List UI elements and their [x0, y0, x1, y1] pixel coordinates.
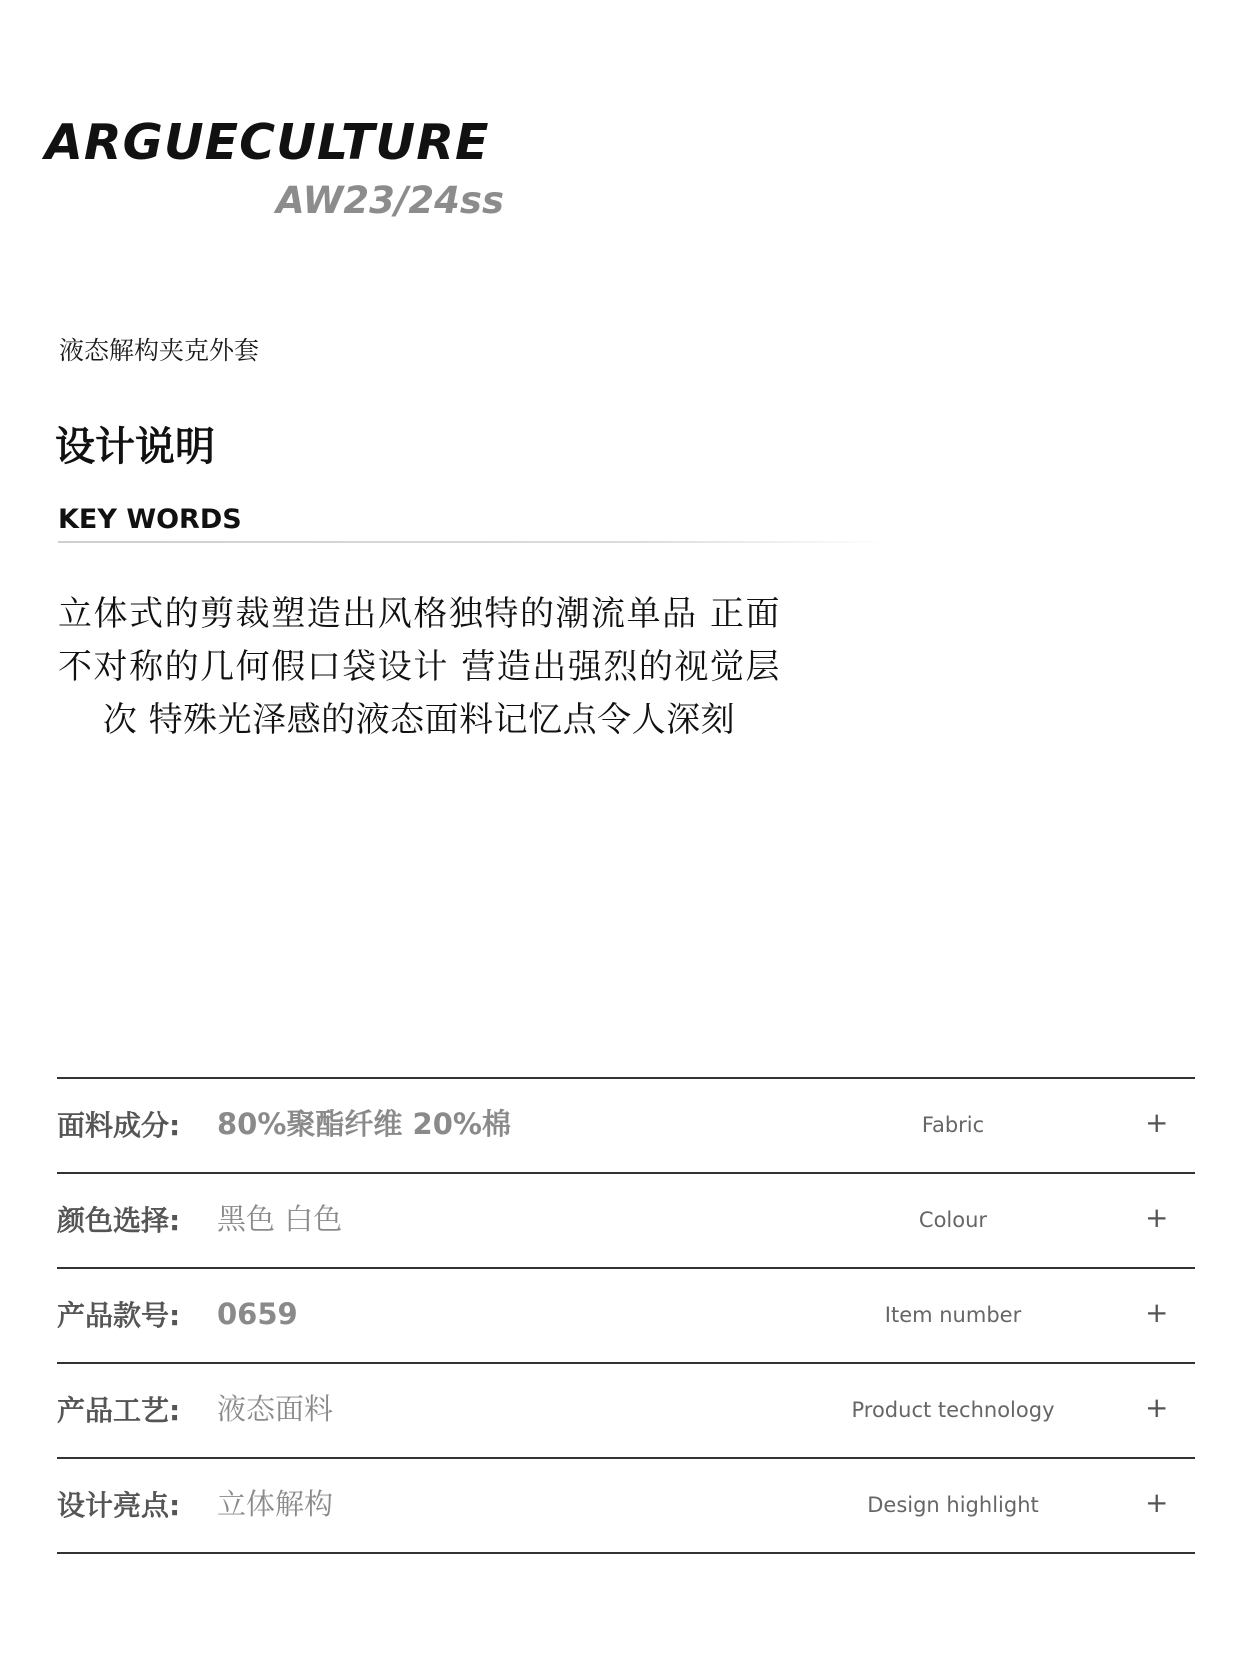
- spec-english-label: Product technology: [851, 1398, 1055, 1422]
- brand-logo: ARGUECULTURE: [45, 114, 490, 171]
- expand-plus-icon[interactable]: +: [1145, 1106, 1169, 1139]
- season-label: AW23/24ss: [276, 179, 504, 222]
- design-section-title: 设计说明: [55, 424, 215, 470]
- spec-row-product-technology[interactable]: [57, 1364, 1195, 1459]
- spec-row-fabric[interactable]: [57, 1079, 1195, 1174]
- spec-label: 面料成分:: [57, 1109, 181, 1142]
- expand-plus-icon[interactable]: +: [1145, 1391, 1169, 1424]
- spec-english-label: Design highlight: [867, 1493, 1039, 1517]
- spec-value: 80%聚酯纤维 20%棉: [217, 1107, 511, 1141]
- product-name: 液态解构夹克外套: [59, 336, 260, 365]
- spec-value: 0659: [217, 1297, 298, 1331]
- spec-row-design-highlight[interactable]: [57, 1459, 1195, 1554]
- spec-row-colour[interactable]: [57, 1174, 1195, 1269]
- spec-label: 产品工艺:: [57, 1394, 181, 1427]
- spec-value: 液态面料: [217, 1392, 334, 1426]
- spec-english-label: Item number: [884, 1303, 1022, 1327]
- spec-row-item-number[interactable]: [57, 1269, 1195, 1364]
- spec-label: 设计亮点:: [57, 1489, 181, 1522]
- spec-value: 黑色 白色: [217, 1202, 343, 1236]
- spec-label: 颜色选择:: [57, 1204, 181, 1237]
- spec-table: [57, 1077, 1195, 1554]
- expand-plus-icon[interactable]: +: [1145, 1201, 1169, 1234]
- spec-english-label: Fabric: [921, 1113, 985, 1137]
- spec-value: 立体解构: [217, 1487, 334, 1521]
- spec-english-label: Colour: [918, 1208, 988, 1232]
- spec-label: 产品款号:: [57, 1299, 181, 1332]
- expand-plus-icon[interactable]: +: [1145, 1486, 1169, 1519]
- keywords-divider: [58, 541, 888, 543]
- design-description: 立体式的剪裁塑造出风格独特的潮流单品 正面不对称的几何假口袋设计 营造出强烈的视觉层次 特殊光泽感的液态面料记忆点令人深刻: [58, 594, 780, 740]
- expand-plus-icon[interactable]: +: [1145, 1296, 1169, 1329]
- keywords-label: KEY WORDS: [58, 504, 242, 535]
